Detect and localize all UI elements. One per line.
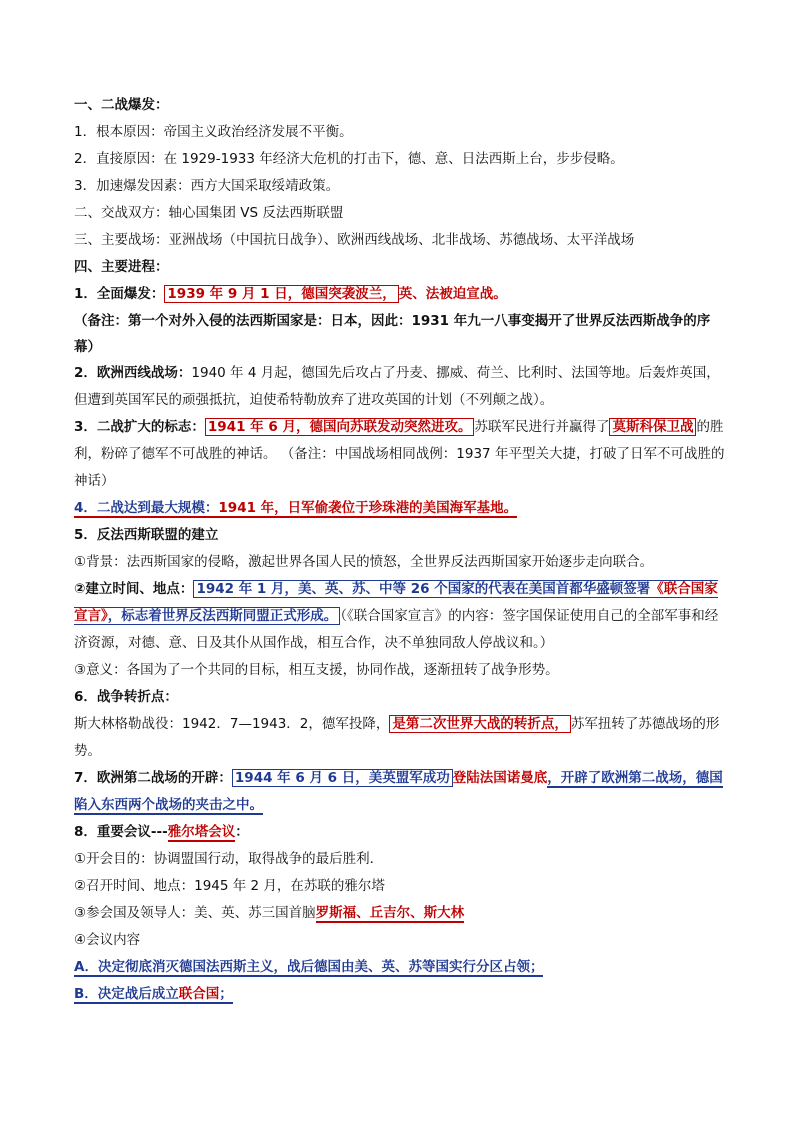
- p8-contents: ④会议内容: [74, 932, 141, 948]
- section-4-title: 四、主要进程：: [74, 259, 169, 275]
- p8-time-place: ②召开时间、地点：1945 年 2 月，在苏联的雅尔塔: [74, 878, 385, 894]
- progress-3: 3．二战扩大的标志： 1941 年 6 月，德国向苏联发动突然进攻。 苏联军民进行并赢得了 莫斯科保卫战 的胜利，粉碎了德军不可战胜的神话。 （备注：中国战场相同战例：1937 年平型关大捷，打破了日军不可战胜的神话）: [74, 419, 725, 489]
- p8-purpose: ①开会目的：协调盟国行动，取得战争的最后胜利．: [74, 851, 384, 867]
- progress-6-title: 6．战争转折点：: [74, 689, 178, 705]
- note-japan: （备注：第一个对外入侵的法西斯国家是：日本，因此：1931 年九一八事变揭开了世界反法西斯战争的序幕）: [74, 313, 711, 355]
- document-page: [74, 92, 726, 1008]
- s1-line-1: 1．根本原因：帝国主义政治经济发展不平衡。: [74, 124, 353, 140]
- p5-time-place: ②建立时间、地点： 1942 年 1 月，美、英、苏、中等 26 个国家的代表在美国首都华盛顿签署《联合国家宣言》，标志着世界反法西斯同盟正式形成。 （《联合国家宣言》的内容：签字国保证使用自己的全部军事和经济资源，对德、意、日及其仆从国作战，相互合作，决不单独同敌人停战议和。）: [74, 581, 719, 651]
- p8-leaders: ③参会国及领导人：美、英、苏三国首脑罗斯福、丘吉尔、斯大林: [74, 905, 465, 921]
- s1-line-2: 2．直接原因：在 1929-1933 年经济大危机的打击下，德、意、日法西斯上台，步步侵略。: [74, 151, 624, 167]
- p8-item-b: B．决定战后成立联合国；: [74, 986, 233, 1002]
- section-2: 二、交战双方：轴心国集团 VS 反法西斯联盟: [74, 205, 344, 221]
- p5-significance: ③意义：各国为了一个共同的目标，相互支援，协同作战，逐渐扭转了战争形势。: [74, 662, 559, 678]
- boxed-date-1939: 1939 年 9 月 1 日，德国突袭波兰，: [164, 285, 398, 303]
- p5-background: ①背景：法西斯国家的侵略，激起世界各国人民的愤怒，全世界反法西斯国家开始逐步走向联合。: [74, 554, 654, 570]
- boxed-moscow: 莫斯科保卫战: [609, 418, 696, 436]
- section-1-title: 一、二战爆发：: [74, 97, 169, 113]
- progress-5-title: 5．反法西斯联盟的建立: [74, 527, 219, 543]
- progress-7: 7．欧洲第二战场的开辟： 1944 年 6 月 6 日，美英盟军成功 登陆法国诺曼底，开辟了欧洲第二战场，德国陷入东西两个战场的夹击之中。: [74, 770, 723, 813]
- boxed-date-1941: 1941 年 6 月，德国向苏联发动突然进攻。: [205, 418, 475, 436]
- progress-2: 2．欧洲西线战场：1940 年 4 月起，德国先后攻占了丹麦、挪威、荷兰、比利时、法国等地。后轰炸英国，但遭到英国军民的顽强抵抗，迫使希特勒放弃了进攻英国的计划（不列颠之战）。: [74, 365, 720, 408]
- p8-item-a: A．决定彻底消灭德国法西斯主义，战后德国由美、英、苏等国实行分区占领；: [74, 959, 544, 975]
- progress-8-title: 8．重要会议---雅尔塔会议：: [74, 824, 249, 840]
- progress-4: 4．二战达到最大规模：1941 年，日军偷袭位于珍珠港的美国海军基地。: [74, 500, 518, 516]
- section-3: 三、主要战场：亚洲战场（中国抗日战争）、欧洲西线战场、北非战场、苏德战场、太平洋战场: [74, 232, 635, 248]
- progress-1: 1．全面爆发： 1939 年 9 月 1 日，德国突袭波兰， 英、法被迫宣战。: [74, 286, 507, 302]
- boxed-turning-point: 是第二次世界大战的转折点，: [389, 715, 571, 733]
- s1-line-3: 3．加速爆发因素：西方大国采取绥靖政策。: [74, 178, 340, 194]
- p6-stalingrad: 斯大林格勒战役：1942．7—1943．2，德军投降， 是第二次世界大战的转折点， 苏军扭转了苏德战场的形势。: [74, 716, 720, 759]
